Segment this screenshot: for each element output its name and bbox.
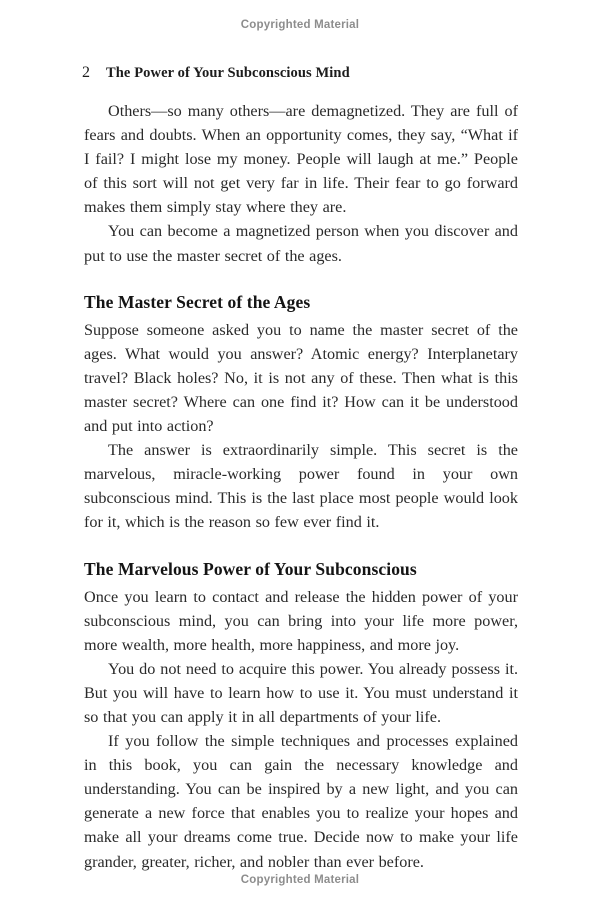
paragraph-answer-simple: The answer is extraordinarily simple. This secret is the marvelous, miracle-working power found in your own subconscious mind. This is the last place most people would look for it, which is the reason so few ever find it. <box>84 441 518 532</box>
copyright-notice-top: Copyrighted Material <box>240 19 360 31</box>
section-heading-master-secret: The Master Secret of the Ages <box>84 291 311 312</box>
running-title: The Power of Your Subconscious Mind <box>106 65 350 81</box>
paragraph-acquire-power: You do not need to acquire this power. You already possess it. But you will have to learn how to use it. You must understand it so that you can apply it in all departments of your life. <box>84 659 518 726</box>
paragraph-follow-techniques: If you follow the simple techniques and processes explained in this book, you can gain the necessary knowledge and understanding. You can be inspired by a new light, and you can generate a new force that enables you to realize your hopes and make all your dreams come true. Decide now to make your life grander, greater, richer, and nobler than ever before. <box>84 732 518 871</box>
paragraph-others-demagnetized: Others—so many others—are demagnetized. They are full of fears and doubts. When an opportunity comes, they say, “What if I fail? I might lose my money. People will laugh at me.” People of this sort will not get very far in life. Their fear to go forward makes them simply stay where they are. <box>84 102 518 217</box>
paragraph-once-you-learn: Once you learn to contact and release the hidden power of your subconscious mind, you can bring into your life more power, more wealth, more health, more happiness, and more joy. <box>84 587 518 654</box>
copyright-notice-bottom: Copyrighted Material <box>240 874 360 886</box>
page-header <box>82 64 518 82</box>
page-body <box>84 99 518 874</box>
paragraph-suppose-someone: Suppose someone asked you to name the master secret of the ages. What would you answer? Atomic energy? Interplanetary travel? Black holes? No, it is not any of these. Then what is this master secret? Where can one find it? How can it be understood and put into action? <box>84 320 518 436</box>
section-heading-marvelous-power: The Marvelous Power of Your Subconscious <box>84 558 417 579</box>
paragraph-magnetized-person: You can become a magnetized person when you discover and put to use the master secret of the ages. <box>84 222 518 265</box>
page-number: 2 <box>82 64 90 81</box>
